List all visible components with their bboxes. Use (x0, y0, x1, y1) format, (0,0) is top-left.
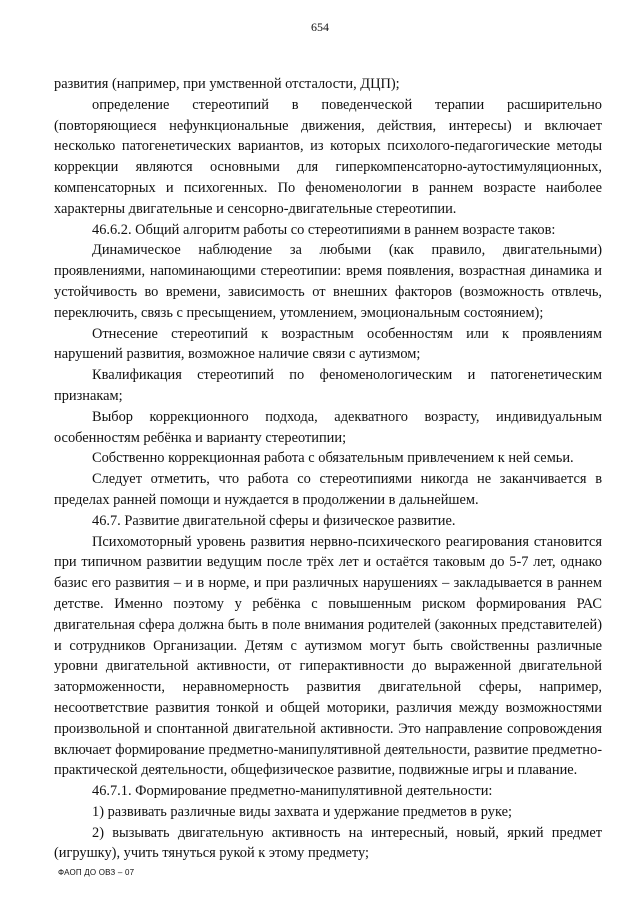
subsection-heading: 46.7.1. Формирование предметно-манипулятивной деятельности: (92, 783, 493, 800)
paragraph: Следует отметить, что работа со стереотипиями никогда не заканчивается в пределах ранней помощи и нуждается в продолжении в дальнейшем. (54, 471, 602, 508)
paragraph: Психомоторный уровень развития нервно-психического реагирования становится при типичном развитии ведущим после трёх лет и остаётся таковым до 5-7 лет, однако базис его развития – и в норме, и при различных нарушениях – закладывается в раннем детстве. Именно поэтому у ребёнка с повышенным риском формирования РАС двигательная сфера должна быть в поле внимания родителей (законных представителей) и сотрудников Организации. Детям с аутизмом могут быть свойственны различные уровни двигательной активности, от гиперактивности до выраженной двигательной заторможенности, неравномерность развития двигательной сферы, например, несоответствие развития тонкой и общей моторики, различия между возможностями произвольной и спонтанной двигательной активности. Это направление сопровождения включает формирование предметно-манипулятивной деятельности, развитие предметно-практической деятельности, общефизическое развитие, подвижные игры и плавание. (54, 533, 602, 779)
paragraph: 46.6.2. Общий алгоритм работы со стереотипиями в раннем возрасте таков: (92, 221, 556, 238)
page-body (54, 74, 602, 864)
paragraph: Выбор коррекционного подхода, адекватного возрасту, индивидуальным особенностям ребёнка и варианту стереотипии; (54, 408, 602, 446)
paragraph: Отнесение стереотипий к возрастным особенностям или к проявлениям нарушений развития, возможное наличие связи с аутизмом; (54, 325, 602, 363)
document-footer: ФАОП ДО ОВЗ – 07 (58, 868, 135, 877)
paragraph: Квалификация стереотипий по феноменологическим и патогенетическим признакам; (54, 367, 602, 404)
list-item: 2) вызывать двигательную активность на интересный, новый, яркий предмет (игрушку), учить тянуться рукой к этому предмету; (54, 824, 602, 862)
paragraph: Собственно коррекционная работа с обязательным привлечением к ней семьи. (92, 450, 574, 467)
paragraph: определение стереотипий в поведенческой терапии расширительно (повторяющиеся нефункциональные движения, действия, интересы) и включает несколько патогенетических вариантов, из которых психолого-педагогические методы коррекции являются основными для гиперкомпенсаторно-аутостимуляционных, компенсаторных и психогенных. По феноменологии в раннем возрасте наиболее характерны двигательные и сенсорно-двигательные стереотипии. (54, 96, 602, 217)
list-item: 1) развивать различные виды захвата и удержание предметов в руке; (92, 803, 512, 820)
page-number: 654 (311, 20, 329, 34)
section-heading: 46.7. Развитие двигательной сферы и физическое развитие. (92, 512, 456, 529)
paragraph: Динамическое наблюдение за любыми (как правило, двигательными) проявлениями, напоминающими стереотипии: время появления, возрастная динамика и устойчивость во времени, зависимость от внешних факторов (возможность отвлечь, переключить, связь с пресыщением, утомлением, эмоциональным состоянием); (54, 242, 602, 321)
paragraph: развития (например, при умственной отсталости, ДЦП); (54, 76, 400, 92)
